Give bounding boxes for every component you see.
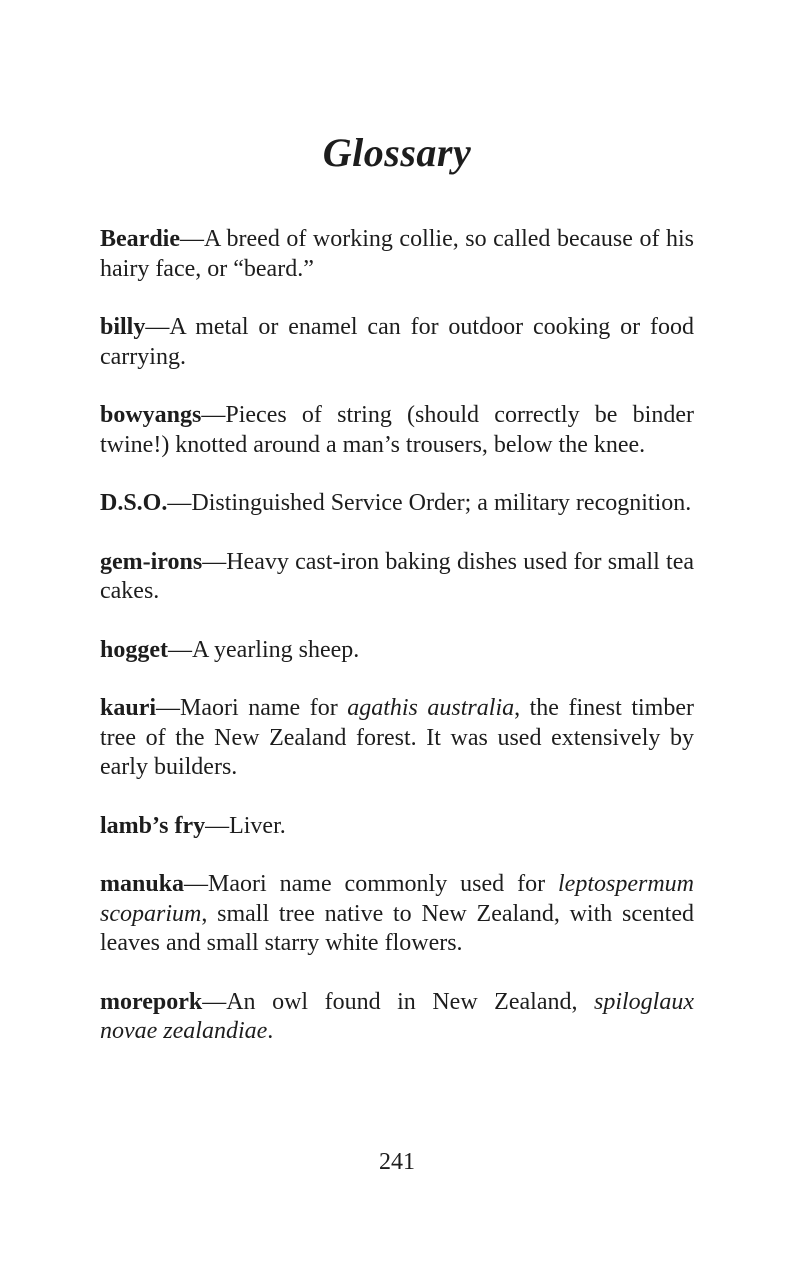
entry-definition-text: —A breed of working collie, so called because of his hairy face, or “beard.” xyxy=(100,226,694,282)
page-number: 241 xyxy=(379,1149,415,1175)
glossary-entry xyxy=(100,988,694,1047)
entry-definition-text: . xyxy=(267,1018,274,1044)
page-title: Glossary xyxy=(322,130,472,175)
glossary-entry xyxy=(100,401,694,460)
entry-definition-latin: agathis australia xyxy=(347,695,515,721)
entry-term: D.S.O. xyxy=(100,490,168,516)
entry-term: lamb’s fry xyxy=(100,812,206,839)
text-block xyxy=(100,0,694,1076)
entry-definition-text: —Distinguished Service Order; a military recognition. xyxy=(167,490,692,516)
glossary-entry xyxy=(100,694,694,783)
entry-definition-text: —Maori name commonly used for xyxy=(184,871,559,897)
entry-term: kauri xyxy=(100,695,157,721)
glossary-entry xyxy=(100,313,694,372)
glossary-entry xyxy=(100,636,694,666)
entry-definition-text: , the finest timber tree of the New Zealand forest. It was used extensively by early builders. xyxy=(100,695,694,780)
glossary-entry xyxy=(100,489,694,519)
entry-definition-text: —Maori name for xyxy=(156,695,348,721)
entry-term: manuka xyxy=(100,871,185,897)
entry-term: bowyangs xyxy=(100,402,202,428)
entry-term: hogget xyxy=(100,636,168,663)
glossary-entry xyxy=(100,812,694,842)
entry-definition-text: —An owl found in New Zealand, xyxy=(202,988,594,1015)
entry-definition-text: —Heavy cast-iron baking dishes used for small tea cakes. xyxy=(100,548,694,604)
glossary-entry xyxy=(100,870,694,959)
entry-definition-latin: leptospermum scoparium xyxy=(100,871,694,927)
entry-term: Beardie xyxy=(100,226,180,252)
entry-term: billy xyxy=(100,314,146,340)
entry-definition-text: —Liver. xyxy=(205,812,286,839)
entry-definition-text: —A yearling sheep. xyxy=(168,636,360,663)
glossary-entry xyxy=(100,225,694,284)
entry-definition-latin: spiloglaux novae zealandiae xyxy=(100,988,694,1044)
entry-term: morepork xyxy=(100,988,203,1015)
entry-term: gem-irons xyxy=(100,548,203,575)
glossary-entry xyxy=(100,548,694,607)
glossary-entries xyxy=(100,225,694,1047)
entry-definition-text: —A metal or enamel can for outdoor cooking or food carrying. xyxy=(100,314,694,370)
entry-definition-text: , small tree native to New Zealand, with scented leaves and small starry white flowers. xyxy=(100,900,694,956)
entry-definition-text: —Pieces of string (should correctly be binder twine!) knotted around a man’s trousers, below the knee. xyxy=(100,402,694,458)
